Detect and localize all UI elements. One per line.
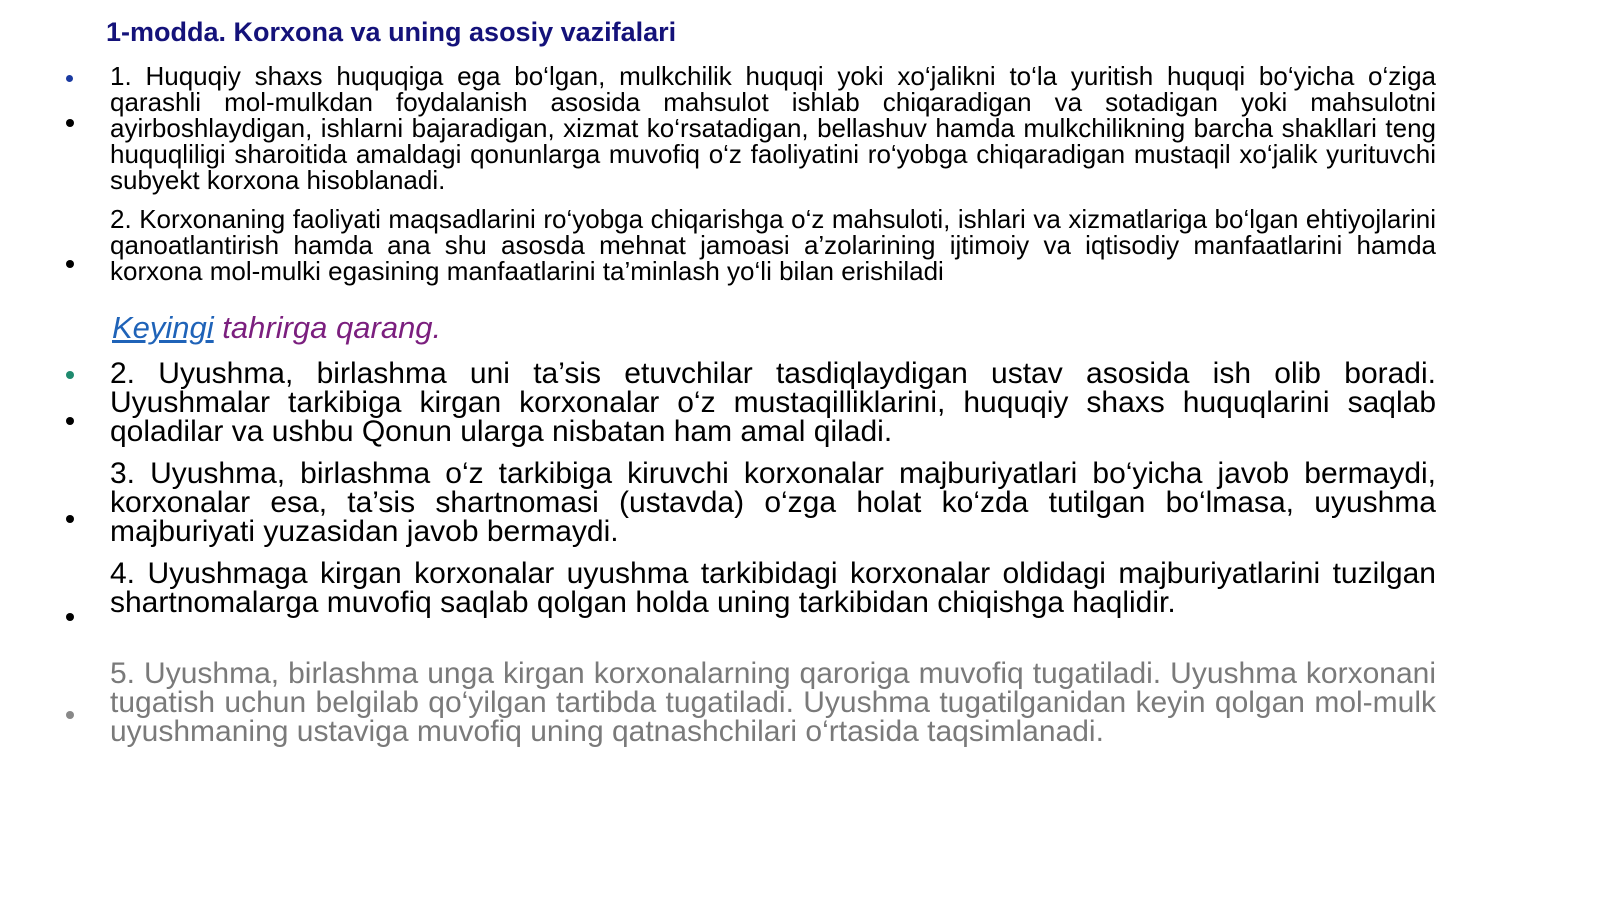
next-edit-link[interactable]: Keyingi [112,310,214,345]
edit-note [112,310,441,346]
bullet-icon [66,711,74,719]
paragraph-1: 1. Huquqiy shaxs huquqiga ega bo‘lgan, mulkchilik huquqi yoki xo‘jalikni to‘la yuritish huquqi bo‘yicha o‘ziga qarashli mol-mulkdan foydalanish asosida mahsulot ishlab chiqaradigan va sotadigan yoki mahsulotni ayirboshlaydigan, ishlarni bajaradigan, xizmat ko‘rsatadigan, bellashuv hamda mulkchilikning barcha shakllari teng huquqliligi sharoitida amaldagi qonunlarga muvofiq o‘z faoliyatini ro‘yobga chiqaradigan mustaqil xo‘jalik yurituvchi subyekt korxona hisoblanadi. [110,61,1436,195]
paragraph-3: 2. Uyushma, birlashma uni ta’sis etuvchilar tasdiqlaydigan ustav asosida ish olib boradi. Uyushmalar tarkibiga kirgan korxonalar o‘z mustaqilliklarini, huquqiy shaxs huquqlarini saqlab qoladilar va ushbu Qonun ularga nisbatan ham amal qiladi. [110,357,1436,448]
bullet-icon [66,260,74,268]
bullet-icon [66,371,74,379]
bullet-icon [66,75,73,82]
edit-note-text: tahrirga qarang. [213,310,442,345]
bullet-icon [66,515,74,523]
paragraph-4: 3. Uyushma, birlashma o‘z tarkibiga kiruvchi korxonalar majburiyatlari bo‘yicha javob bermaydi, korxonalar esa, ta’sis shartnomasi (ustavda) o‘zga holat ko‘zda tutilgan bo‘lmasa, uyushma majburiyati yuzasidan javob bermaydi. [110,457,1436,548]
bullet-icon [66,417,74,425]
bullet-icon [66,613,74,621]
bullet-icon [66,119,74,127]
paragraph-5: 4. Uyushmaga kirgan korxonalar uyushma tarkibidagi korxonalar oldidagi majburiyatlarini tuzilgan shartnomalarga muvofiq saqlab qolgan holda uning tarkibidan chiqishga haqlidir. [110,557,1436,619]
paragraph-2: 2. Korxonaning faoliyati maqsadlarini ro‘yobga chiqarishga o‘z mahsuloti, ishlari va xizmatlariga bo‘lgan ehtiyojlarini qanoatlantirish hamda ana shu asosda mehnat jamoasi a’zolarining ijtimoiy va iqtisodiy manfaatlarini hamda korxona mol-mulki egasining manfaatlarini ta’minlash yo‘li bilan erishiladi [110,204,1436,286]
article-title: 1-modda. Korxona va uning asosiy vazifalari [106,17,677,47]
paragraph-6: 5. Uyushma, birlashma unga kirgan korxonalarning qaroriga muvofiq tugatiladi. Uyushma korxonani tugatish uchun belgilab qo‘yilgan tartibda tugatiladi. Uyushma tugatilganidan keyin qolgan mol-mulk uyushmaning ustaviga muvofiq uning qatnashchilari o‘rtasida taqsimlanadi. [110,657,1436,748]
